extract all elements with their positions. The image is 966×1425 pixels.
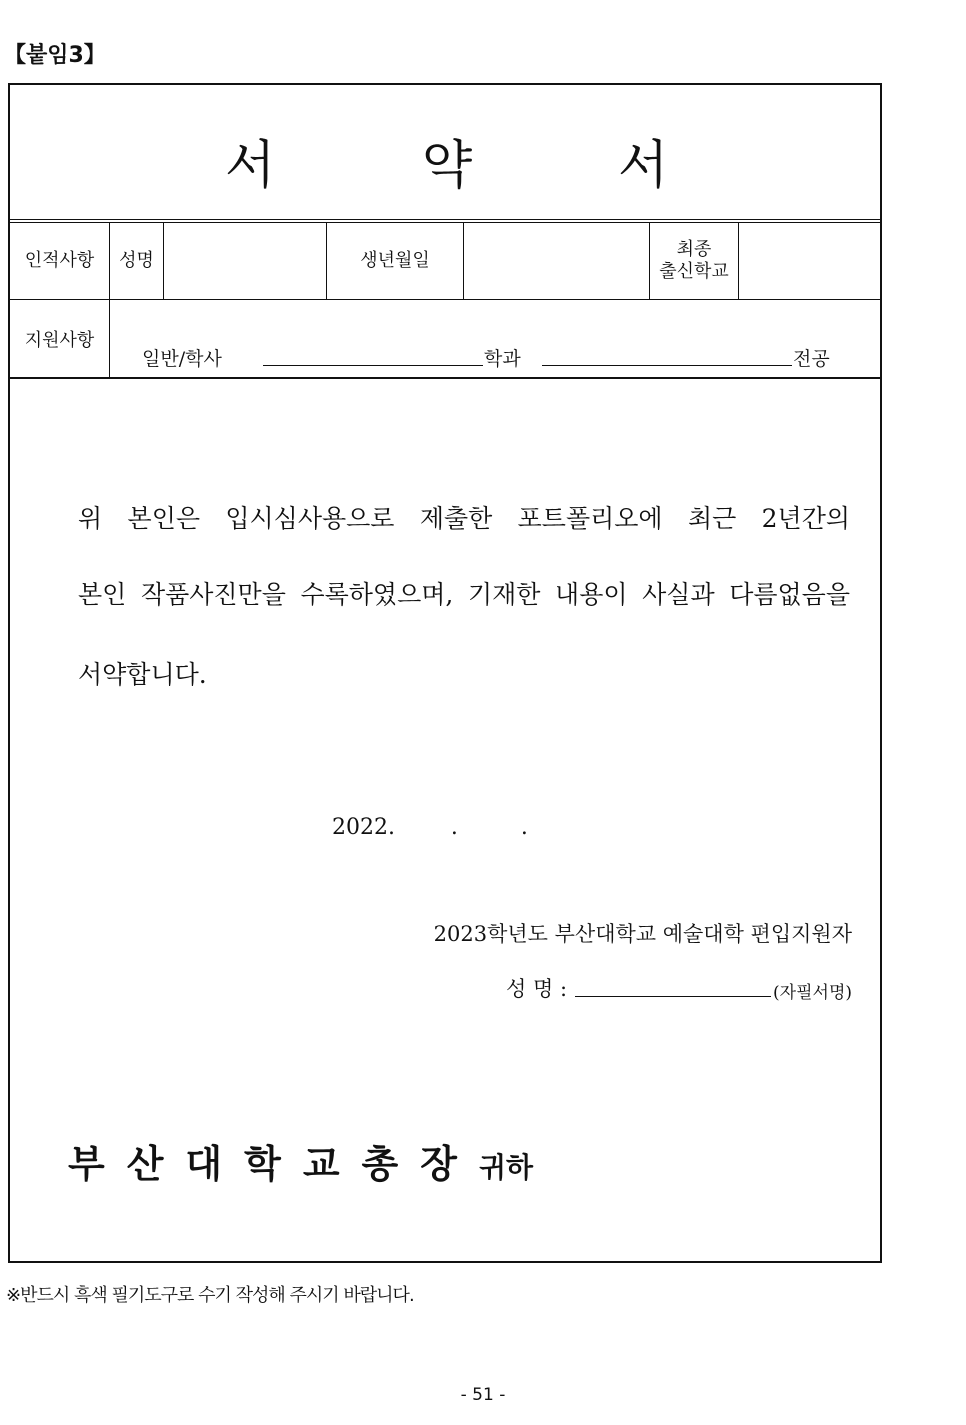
title-char-1: 서 <box>225 136 276 196</box>
addressee <box>68 1133 533 1188</box>
birth-field[interactable] <box>464 223 650 299</box>
pledge-date: 2022. . . <box>332 815 528 840</box>
president-title: 부산대학교총장 <box>68 1142 479 1186</box>
pledge-line-3: 서약합니다. <box>78 660 207 689</box>
school-field[interactable] <box>739 223 880 299</box>
dept-blank[interactable] <box>263 365 483 366</box>
signature-area <box>506 973 852 1003</box>
school-label-line2: 출신학교 <box>659 261 729 282</box>
apply-type-label: 일반/학사 <box>142 348 222 370</box>
name-field[interactable] <box>164 223 327 299</box>
pledge-line-1: 위 본인은 입시심사용으로 제출한 포트폴리오에 최근 2년간의 <box>78 504 850 533</box>
personal-info-row <box>10 223 880 300</box>
name-label: 성명 <box>110 223 164 299</box>
school-label-line1: 최종 <box>676 238 712 260</box>
sign-label: 성 명 : <box>506 977 568 1001</box>
apply-header: 지원사항 <box>10 300 110 377</box>
title-char-2: 약 <box>422 136 473 196</box>
pledge-form <box>8 83 882 1263</box>
signature-blank[interactable] <box>575 995 771 997</box>
footer-note: ※반드시 흑색 필기도구로 수기 작성해 주시기 바랍니다. <box>6 1285 414 1306</box>
attachment-label: 【붙임3】 <box>4 43 106 68</box>
dept-suffix: 학과 <box>484 348 521 370</box>
signer-title: 2023학년도 부산대학교 예술대학 편입지원자 <box>433 922 852 946</box>
personal-header: 인적사항 <box>10 223 110 299</box>
page-number: - 51 - <box>460 1385 506 1405</box>
major-blank[interactable] <box>542 365 792 366</box>
form-title <box>10 85 880 223</box>
major-suffix: 전공 <box>793 348 830 370</box>
title-char-3: 서 <box>618 136 669 196</box>
president-suffix: 귀하 <box>478 1151 534 1184</box>
sign-note: (자필서명) <box>773 983 852 1003</box>
application-row <box>10 300 880 379</box>
school-label <box>650 223 739 299</box>
pledge-line-2: 본인 작품사진만을 수록하였으며, 기재한 내용이 사실과 다름없음을 <box>78 580 850 609</box>
birth-label: 생년월일 <box>327 223 464 299</box>
